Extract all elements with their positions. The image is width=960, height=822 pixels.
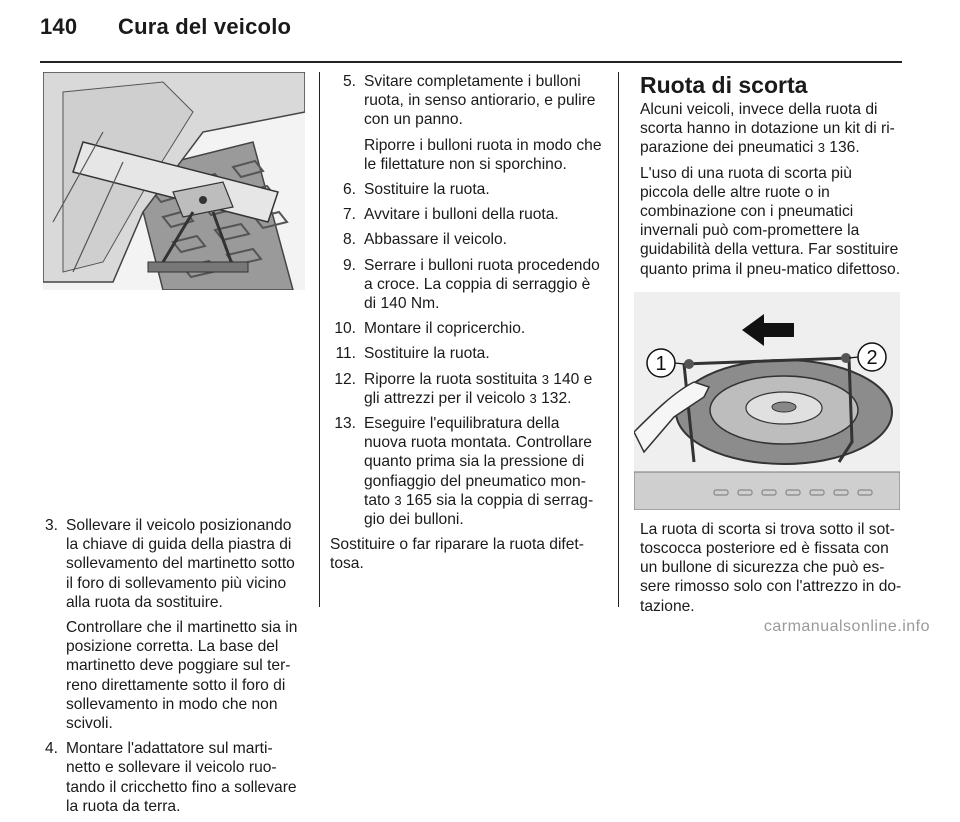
- page-reference-icon: 3: [541, 371, 549, 387]
- list-item: 9. Serrare i bulloni ruota procedendo a croce. La coppia di serraggio è di 140 Nm.: [342, 256, 600, 313]
- list-item: 12. Riporre la ruota sostituita 3 140 e gli attrezzi per il veicolo 3 132.: [334, 370, 593, 407]
- watermark: carmanualsonline.info: [763, 618, 930, 635]
- list-item: 4. Montare l'adattatore sul marti-netto e sollevare il veicolo ruo-tando il cricchetto fino a sollevare la ruota da terra.: [44, 740, 297, 815]
- page-number: 140: [40, 14, 78, 39]
- list-item: 11. Sostituire la ruota.: [335, 345, 490, 363]
- header-rule: [40, 61, 902, 63]
- figure-label-1: 1: [655, 352, 667, 375]
- list-item: 3. Sollevare il veicolo posizionando la chiave di guida della piastra di sollevamento del martinetto sotto il foro di sollevamento più vicino alla ruota da sostituire. Controllare che il martinetto sia in posizione corretta. La base del martinetto deve poggiare sul ter-reno direttamente sotto il foro di sollevamento in modo che non scivoli.: [44, 517, 298, 733]
- column-divider-2: [618, 72, 619, 607]
- list-item: 7. Avvitare i bulloni della ruota.: [342, 206, 559, 224]
- page-reference[interactable]: 140: [553, 370, 580, 388]
- column-divider-1: [319, 72, 320, 607]
- page-reference-icon: 3: [817, 140, 825, 156]
- list-item: 5. Svitare completamente i bulloni ruota, in senso antiorario, e pulire con un panno. Riporre i bulloni ruota in modo che le filettature non si sporchino.: [342, 73, 602, 173]
- paragraph: Alcuni veicoli, invece della ruota di scorta hanno in dotazione un kit di ri-parazione dei pneumatici 3 136.: [640, 101, 895, 157]
- list-item: 10. Montare il copricerchio.: [334, 320, 526, 338]
- spare-wheel-illustration: [634, 292, 900, 510]
- list-item: 8. Abbassare il veicolo.: [342, 231, 508, 249]
- list-item: 6. Sostituire la ruota.: [342, 181, 490, 199]
- page-reference-icon: 3: [529, 390, 537, 406]
- chapter-title: Cura del veicolo: [118, 14, 292, 39]
- column-1: [40, 72, 306, 822]
- paragraph: L'uso di una ruota di scorta più piccola delle altre ruote o in combinazione con i pneumatici invernali può com-promettere la guidabilità della vettura. Far sostituire quanto prima il pneu-matico difettoso.: [640, 164, 901, 278]
- paragraph: La ruota di scorta si trova sotto il sot-toscocca posteriore ed è fissata con un bullone di sicurezza che può es-sere rimosso solo con l'attrezzo in do-tazione.: [640, 520, 902, 615]
- page-reference-icon: 3: [394, 492, 402, 508]
- jack-under-vehicle-illustration: [43, 72, 305, 290]
- section-title: Ruota di scorta: [640, 72, 808, 98]
- closing-paragraph: Sostituire o far riparare la ruota difet-tosa.: [330, 536, 584, 573]
- page-reference[interactable]: 165: [405, 491, 432, 509]
- page-reference[interactable]: 136: [829, 139, 856, 157]
- page-reference[interactable]: 132: [541, 389, 568, 407]
- list-item: 13. Eseguire l'equilibratura della nuova ruota montata. Controllare quanto prima sia la pressione di gonfiaggio del pneumatico mon-tato 3 165 sia la coppia di serrag-gio dei bulloni.: [334, 415, 594, 529]
- figure-label-2: 2: [866, 346, 878, 369]
- column-2: [330, 72, 606, 580]
- column-3: [620, 72, 902, 622]
